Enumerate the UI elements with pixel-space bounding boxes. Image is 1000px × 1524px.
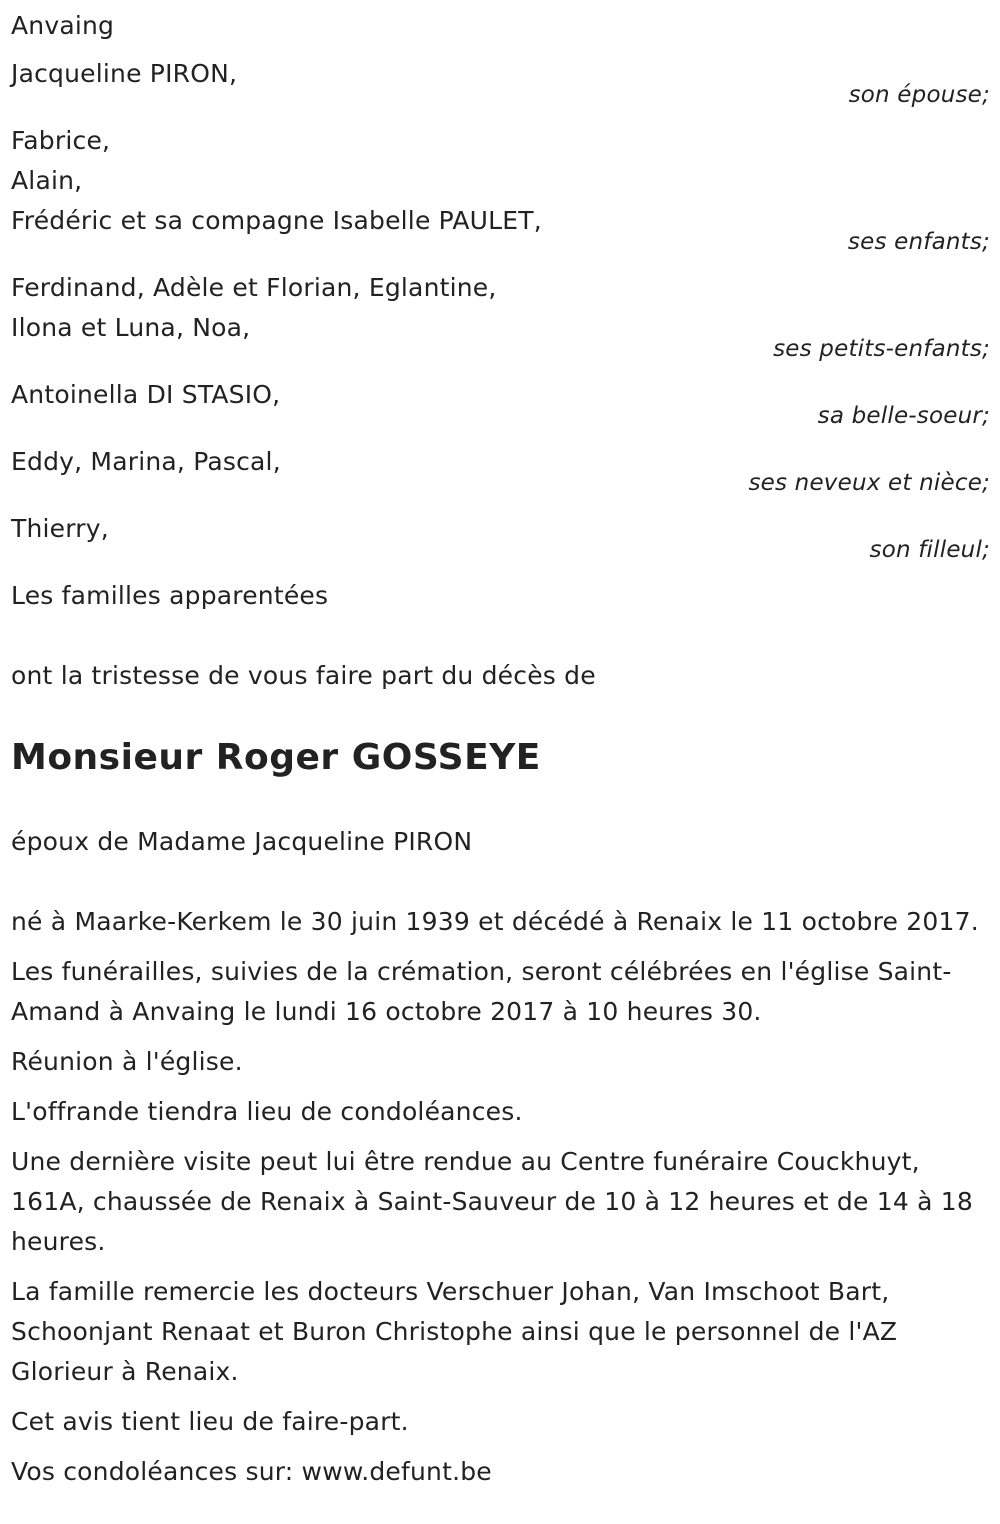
announcement: ont la tristesse de vous faire part du décès de [11, 661, 596, 690]
family-role: ses neveux et nièce; [748, 470, 990, 496]
thanks-paragraph: La famille remercie les docteurs Verschuer Johan, Van Imschoot Bart, Schoonjant Renaat et Buron Christophe ainsi que le personnel de l'AZ Glorieur à Renaix. [11, 1277, 898, 1386]
family-name: Thierry, [11, 514, 109, 543]
family-group-nephews [11, 442, 990, 495]
notice-paragraph: Cet avis tient lieu de faire-part. [11, 1407, 409, 1436]
family-name: Antoinella DI STASIO, [11, 380, 281, 409]
birth-death-paragraph: né à Maarke-Kerkem le 30 juin 1939 et décédé à Renaix le 11 octobre 2017. [11, 907, 979, 936]
family-group-godson [11, 509, 990, 562]
offering-paragraph: L'offrande tiendra lieu de condoléances. [11, 1097, 523, 1126]
family-group-grandchildren [11, 268, 990, 361]
family-role: son filleul; [869, 537, 990, 563]
visit-paragraph: Une dernière visite peut lui être rendue au Centre funéraire Couckhuyt, 161A, chaussée de Renaix à Saint-Sauveur de 10 à 12 heures et de 14 à 18 heures. [11, 1147, 973, 1256]
family-role: son épouse; [848, 82, 990, 108]
details [11, 902, 990, 1492]
family-name: Frédéric et sa compagne Isabelle PAULET, [11, 206, 542, 235]
family-role: ses petits-enfants; [773, 336, 990, 362]
condolences-paragraph: Vos condoléances sur: www.defunt.be [11, 1457, 492, 1486]
families-related: Les familles apparentées [11, 581, 329, 610]
location: Anvaing [11, 11, 115, 40]
family-name: Jacqueline PIRON, [11, 59, 238, 88]
family-group-sister-in-law [11, 375, 990, 428]
obituary-page [0, 6, 1000, 1524]
family-name: Ferdinand, Adèle et Florian, Eglantine, [11, 273, 497, 302]
family-name: Fabrice, [11, 126, 111, 155]
family-name: Eddy, Marina, Pascal, [11, 447, 281, 476]
deceased-name: Monsieur Roger GOSSEYE [11, 737, 541, 778]
funeral-paragraph: Les funérailles, suivies de la crémation, seront célébrées en l'église Saint-Amand à Anvaing le lundi 16 octobre 2017 à 10 heures 30. [11, 957, 952, 1026]
family-name: Ilona et Luna, Noa, [11, 313, 251, 342]
family-role: sa belle-soeur; [817, 403, 990, 429]
family-name: Alain, [11, 166, 83, 195]
family-group-children [11, 121, 990, 254]
meeting-paragraph: Réunion à l'église. [11, 1047, 243, 1076]
family-group-spouse [11, 54, 990, 107]
spouse-line: époux de Madame Jacqueline PIRON [11, 827, 473, 856]
family-role: ses enfants; [847, 229, 990, 255]
